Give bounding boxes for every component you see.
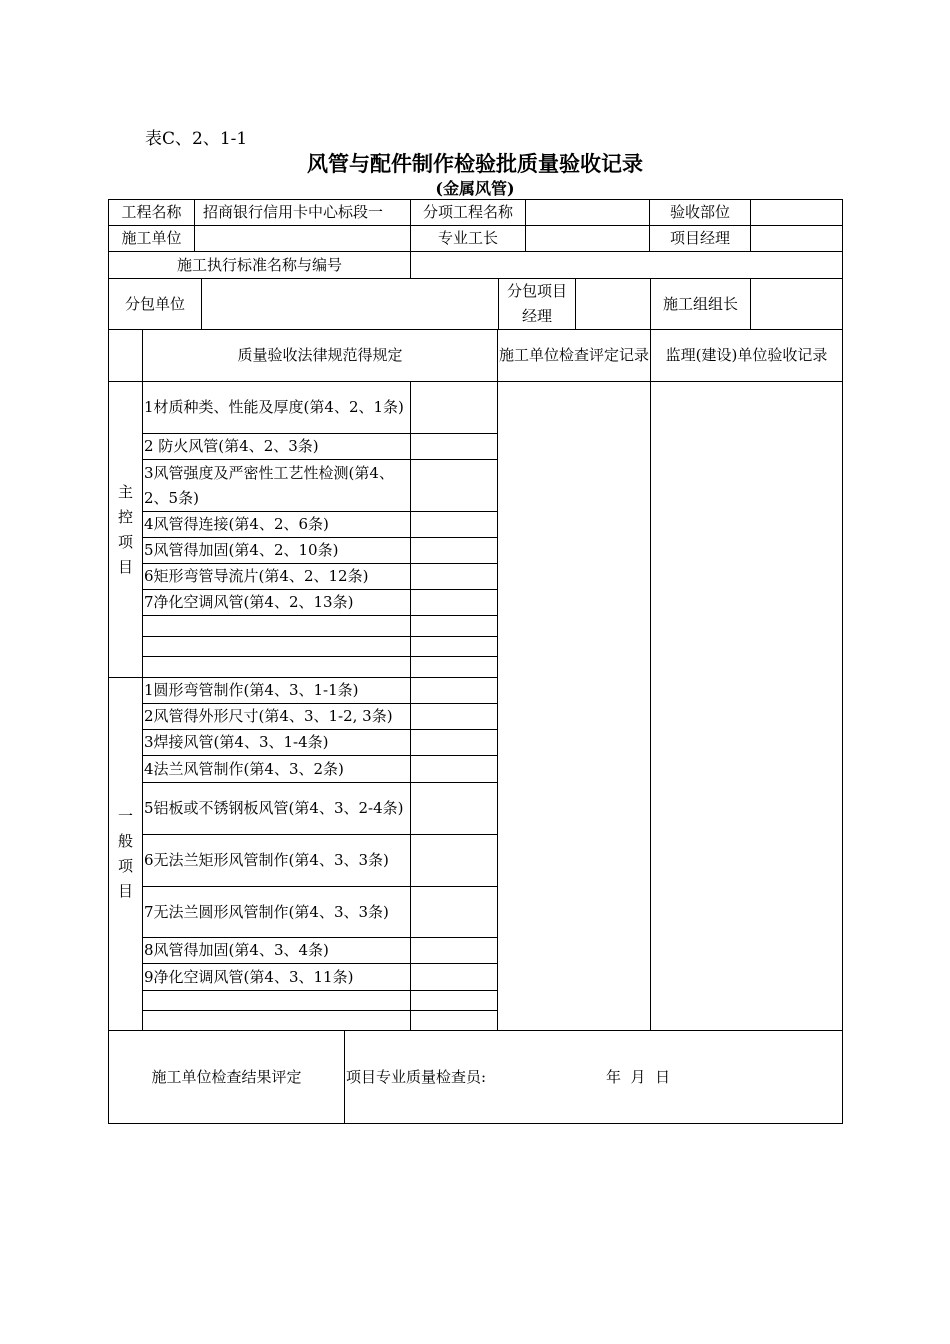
general-item-7-value[interactable] <box>410 886 498 938</box>
supervisor-record-header: 监理(建设)单位验收记录 <box>650 329 843 382</box>
sub-manager-value[interactable] <box>575 278 651 330</box>
main-item-4: 4风管得连接(第4、2、6条) <box>142 511 411 538</box>
subcontractor-value[interactable] <box>201 278 499 330</box>
main-item-10-value[interactable] <box>410 656 498 678</box>
general-item-8-value[interactable] <box>410 937 498 964</box>
team-leader-value[interactable] <box>750 278 843 330</box>
acceptance-part-value[interactable] <box>750 199 843 226</box>
general-item-11 <box>142 1010 411 1031</box>
general-item-5-value[interactable] <box>410 782 498 835</box>
main-item-3-value[interactable] <box>410 459 498 512</box>
contractor-record-header: 施工单位检查评定记录 <box>497 329 651 382</box>
main-item-1: 1材质种类、性能及厚度(第4、2、1条) <box>142 381 411 434</box>
foreman-value[interactable] <box>525 225 650 252</box>
standard-label: 施工执行标准名称与编号 <box>108 251 411 279</box>
team-leader-label: 施工组组长 <box>650 278 751 330</box>
form-title: 风管与配件制作检验批质量验收记录 <box>307 151 643 176</box>
subcontractor-label: 分包单位 <box>108 278 202 330</box>
main-item-2: 2 防火风管(第4、2、3条) <box>142 433 411 460</box>
main-item-1-value[interactable] <box>410 381 498 434</box>
sub-manager-label: 分包项目经理 <box>498 278 576 330</box>
regulation-column-header: 质量验收法律规范得规定 <box>142 329 498 382</box>
general-item-6-value[interactable] <box>410 834 498 887</box>
acceptance-record-table <box>108 199 843 1124</box>
general-item-3-value[interactable] <box>410 729 498 756</box>
general-item-6: 6无法兰矩形风管制作(第4、3、3条) <box>142 834 411 887</box>
general-item-1: 1圆形弯管制作(第4、3、1-1条) <box>142 677 411 704</box>
date-label: 年 月 日 <box>606 1068 671 1086</box>
conclusion-area[interactable] <box>344 1030 843 1124</box>
main-item-5: 5风管得加固(第4、2、10条) <box>142 537 411 564</box>
main-item-7: 7净化空调风管(第4、2、13条) <box>142 589 411 616</box>
project-manager-value[interactable] <box>750 225 843 252</box>
general-item-9-value[interactable] <box>410 963 498 991</box>
sub-project-value[interactable] <box>525 199 650 226</box>
sub-project-label: 分项工程名称 <box>410 199 526 226</box>
construction-unit-label: 施工单位 <box>108 225 195 252</box>
general-item-11-value[interactable] <box>410 1010 498 1031</box>
general-item-3: 3焊接风管(第4、3、1-4条) <box>142 729 411 756</box>
main-item-6-value[interactable] <box>410 563 498 590</box>
general-section-label: 一般项目 <box>108 677 143 1031</box>
general-item-10-value[interactable] <box>410 990 498 1011</box>
project-name-label: 工程名称 <box>108 199 195 226</box>
general-item-2-value[interactable] <box>410 703 498 730</box>
main-control-section-label: 主控项目 <box>108 381 143 678</box>
supervisor-record-area[interactable] <box>650 381 843 1031</box>
main-item-5-value[interactable] <box>410 537 498 564</box>
contractor-record-area[interactable] <box>497 381 651 1031</box>
main-item-2-value[interactable] <box>410 433 498 460</box>
form-code: 表C、2、1-1 <box>145 129 248 149</box>
main-item-8 <box>142 615 411 637</box>
form-subtitle: (金属风管) <box>435 179 515 198</box>
section-header-blank <box>108 329 143 382</box>
main-item-10 <box>142 656 411 678</box>
general-item-8: 8风管得加固(第4、3、4条) <box>142 937 411 964</box>
main-item-3: 3风管强度及严密性工艺性检测(第4、2、5条) <box>142 459 411 512</box>
inspector-label: 项目专业质量检查员: <box>346 1068 487 1086</box>
general-item-10 <box>142 990 411 1011</box>
general-item-4: 4法兰风管制作(第4、3、2条) <box>142 755 411 783</box>
standard-value[interactable] <box>410 251 843 279</box>
main-item-7-value[interactable] <box>410 589 498 616</box>
main-item-4-value[interactable] <box>410 511 498 538</box>
main-item-9-value[interactable] <box>410 636 498 657</box>
main-item-6: 6矩形弯管导流片(第4、2、12条) <box>142 563 411 590</box>
general-item-9: 9净化空调风管(第4、3、11条) <box>142 963 411 991</box>
general-item-4-value[interactable] <box>410 755 498 783</box>
foreman-label: 专业工长 <box>410 225 526 252</box>
general-item-5: 5铝板或不锈钢板风管(第4、3、2-4条) <box>142 782 411 835</box>
general-item-1-value[interactable] <box>410 677 498 704</box>
acceptance-part-label: 验收部位 <box>649 199 751 226</box>
main-item-8-value[interactable] <box>410 615 498 637</box>
conclusion-label: 施工单位检查结果评定 <box>108 1030 345 1124</box>
general-item-2: 2风管得外形尺寸(第4、3、1-2, 3条) <box>142 703 411 730</box>
project-name-value[interactable]: 招商银行信用卡中心标段一 <box>194 199 411 226</box>
construction-unit-value[interactable] <box>194 225 411 252</box>
main-item-9 <box>142 636 411 657</box>
project-manager-label: 项目经理 <box>649 225 751 252</box>
general-item-7: 7无法兰圆形风管制作(第4、3、3条) <box>142 886 411 938</box>
